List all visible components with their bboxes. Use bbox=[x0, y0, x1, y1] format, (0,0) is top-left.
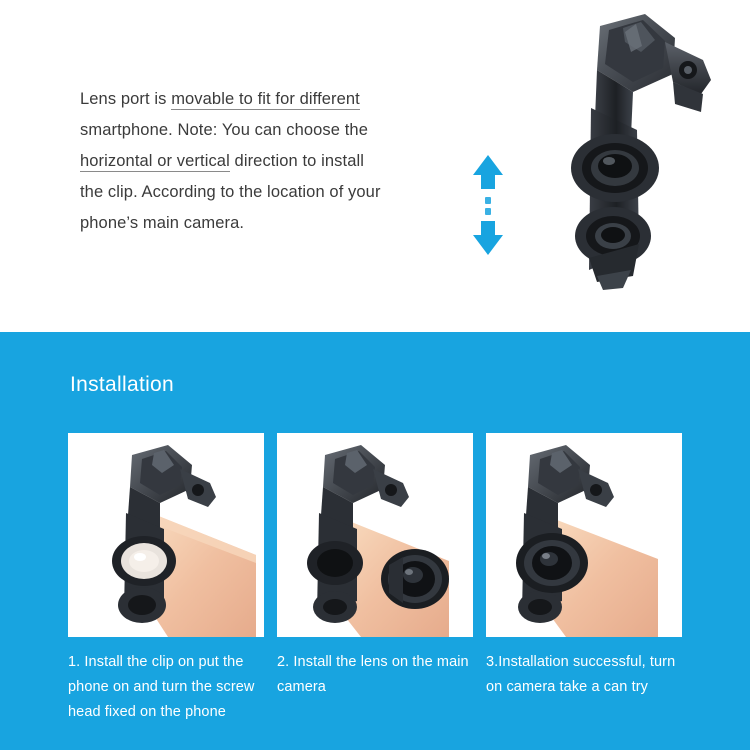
description-line-4: the clip. According to the location of your bbox=[80, 183, 381, 201]
underline-phrase-1: movable to fit for different bbox=[171, 90, 360, 108]
top-description-section bbox=[0, 0, 750, 332]
installation-step-1 bbox=[68, 433, 264, 725]
clip-lower-ring bbox=[118, 587, 166, 623]
clip-hinge bbox=[665, 42, 711, 112]
description-line-3: horizontal or vertical direction to install bbox=[80, 152, 365, 170]
installation-step-2 bbox=[277, 433, 473, 725]
step2-caption: 2. Install the lens on the main camera bbox=[277, 654, 469, 695]
step1-caption: 1. Install the clip on put the phone on and turn the screw head fixed on the phone bbox=[68, 654, 255, 720]
step3-image bbox=[486, 433, 682, 637]
step2-illustration bbox=[277, 433, 473, 637]
installation-title: Installation bbox=[70, 373, 174, 396]
description-paragraph bbox=[80, 84, 440, 239]
arrow-dashes bbox=[485, 197, 491, 215]
step2-image bbox=[277, 433, 473, 637]
description-line-2: smartphone. Note: You can choose the bbox=[80, 121, 368, 139]
external-lens bbox=[381, 549, 449, 609]
installation-step-3 bbox=[486, 433, 682, 725]
arrow-up-icon bbox=[473, 155, 503, 189]
mounted-lens bbox=[516, 533, 588, 593]
step1-illustration bbox=[68, 433, 264, 637]
lens-ring bbox=[112, 536, 176, 586]
description-line-5: phone’s main camera. bbox=[80, 214, 245, 232]
step1-image bbox=[68, 433, 264, 637]
arrow-down-icon bbox=[473, 221, 503, 255]
step3-illustration bbox=[486, 433, 682, 637]
arrows-svg bbox=[468, 155, 508, 255]
installation-steps bbox=[68, 433, 682, 725]
installation-section bbox=[0, 332, 750, 750]
underline-phrase-2: horizontal or vertical bbox=[80, 152, 230, 170]
lens-port-ring-large bbox=[571, 134, 659, 202]
step3-caption: 3.Installation successful, turn on camera take a can try bbox=[486, 654, 676, 695]
lens-clip-svg bbox=[505, 8, 735, 308]
direction-arrows bbox=[468, 155, 508, 255]
lens-clip-illustration bbox=[505, 8, 735, 308]
description-line-1: Lens port is movable to fit for different bbox=[80, 90, 360, 108]
